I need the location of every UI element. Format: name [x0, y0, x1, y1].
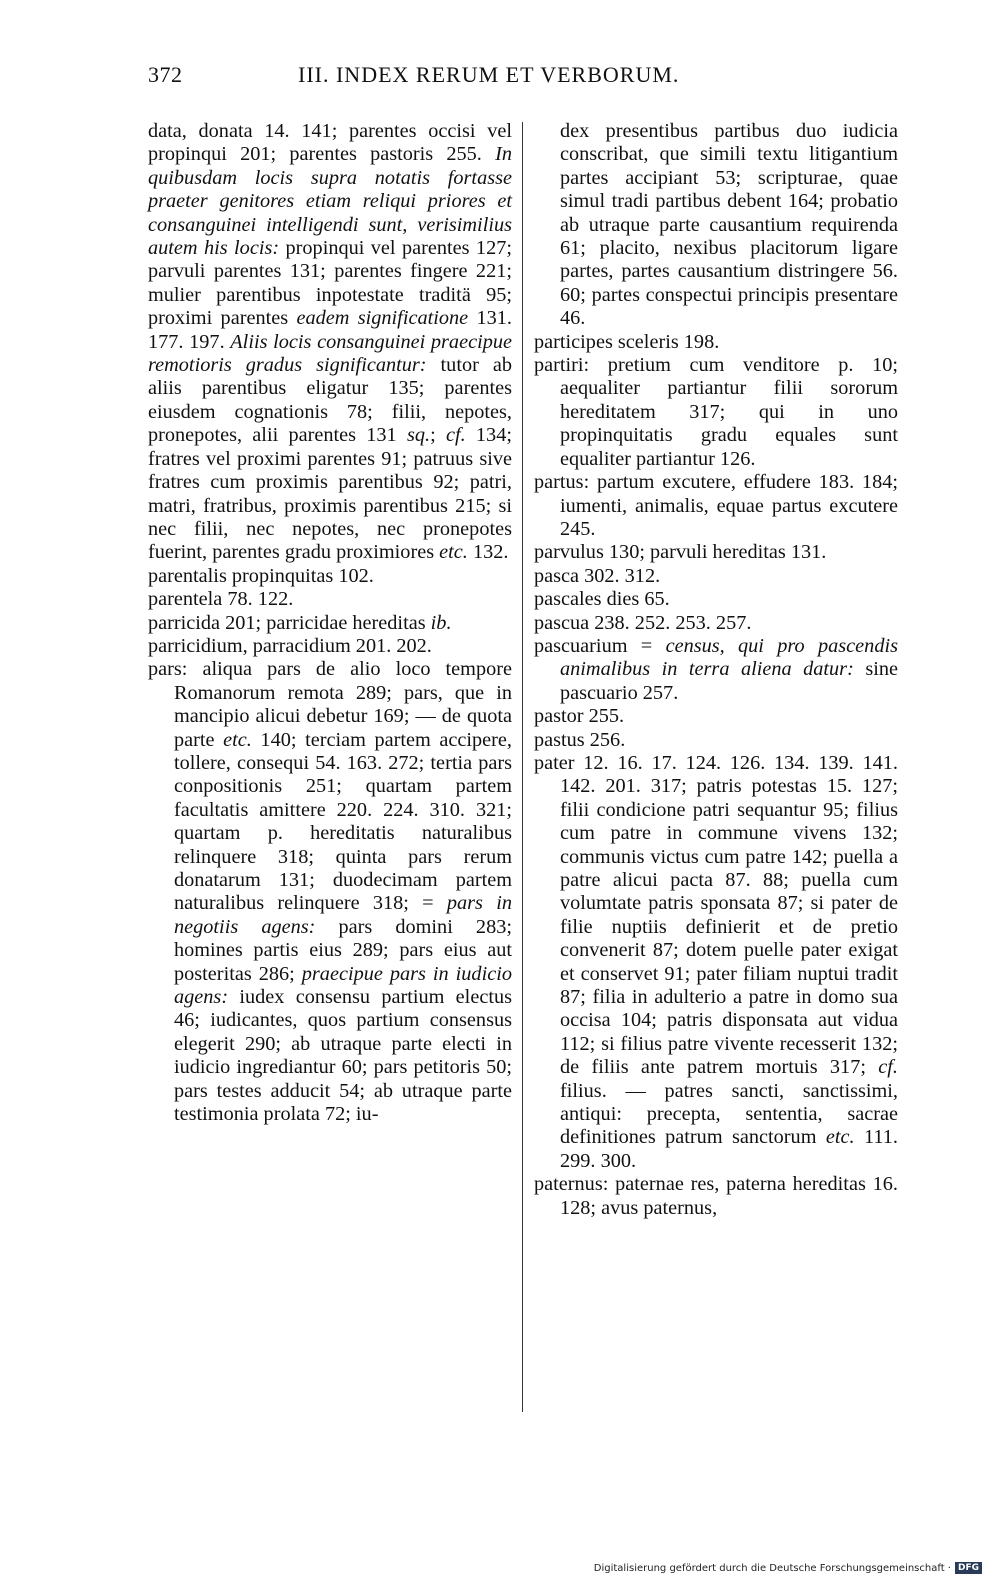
- right-column: [534, 120, 898, 1220]
- index-entry: pastus 256.: [534, 728, 626, 751]
- dfg-logo: DFG: [955, 1562, 982, 1574]
- page-header: [148, 62, 896, 90]
- index-entry: partus: partum excutere, effudere 183. 184; iumenti, animalis, equae partus excutere 245.: [534, 471, 898, 540]
- index-entry: pascales dies 65.: [534, 588, 670, 611]
- index-entry: parentela 78. 122.: [148, 588, 294, 611]
- footer: [594, 1562, 982, 1574]
- index-entry: partiri: pretium cum venditore p. 10; aequaliter partiantur filii sororum hereditatem 317; qui in uno propinquitatis gradu equales sunt equaliter partiantur 126.: [534, 354, 898, 470]
- index-entry: pater 12. 16. 17. 124. 126. 134. 139. 141. 142. 201. 317; patris potestas 15. 127; filii condicione patri sequantur 95; filius cum patre in commune vivens 132; communis victus cum patre 142; puella a patre alicui pacta 87. 88; puella cum volumtate patris sponsata 87; si pater de filie nuptiis definierit et de pretio convenerit 87; dotem puelle pater exigat et conservet 91; pater filiam nuptui tradit 87; filia in adulterio a patre in domo sua occisa 104; patris disponsata aut vidua 112; si filius patre vivente recesserit 132; de filiis ante patrem mortuis 317; cf. filius. — patres sancti, sanctissimi, antiqui: precepta, sententia, sacrae definitiones patrum sanctorum etc. 111. 299. 300.: [534, 751, 898, 1172]
- page-number: 372: [148, 62, 183, 87]
- index-entry: parentalis propinquitas 102.: [148, 564, 374, 587]
- index-entry: data, donata 14. 141; parentes occisi vel propinqui 201; parentes pastoris 255. In quibusdam locis supra notatis fortasse praeter genitores etiam reliqui priores et consanguinei intelligendi sunt, verisimilius autem his locis: propinqui vel parentes 127; parvuli parentes 131; parentes fingere 221; mulier parentibus inpotestate traditä 95; proximi parentes eadem significatione 131. 177. 197. Aliis locis consanguinei praecipue remotioris gradus significantur: tutor ab aliis parentibus eligatur 135; parentes eiusdem cognationis 78; filii, nepotes, pronepotes, alii parentes 131 sq.; cf. 134; fratres vel proximi parentes 91; patruus sive fratres cum proximis parentibus 92; patri, matri, fratribus, proximis parentibus 215; si nec filii, nec nepotes, nec pronepotes fuerint, parentes gradu proximiores etc. 132.: [148, 120, 513, 564]
- index-entry: pascuarium = census, qui pro pascendis animalibus in terra aliena datur: sine pascuario 257.: [534, 634, 898, 704]
- left-column: [148, 120, 512, 1126]
- index-entry: parricida 201; parricidae hereditas ib.: [148, 611, 452, 634]
- column-divider: [522, 122, 523, 1412]
- footer-credit: Digitalisierung gefördert durch die Deutsche Forschungsgemeinschaft ·: [593, 1562, 951, 1574]
- index-entry: pasca 302. 312.: [534, 564, 661, 587]
- index-entry: participes sceleris 198.: [534, 330, 720, 353]
- index-entry: parvulus 130; parvuli hereditas 131.: [534, 541, 827, 564]
- index-entry: pastor 255.: [534, 705, 625, 728]
- index-entry: parricidium, parracidium 201. 202.: [148, 634, 432, 657]
- index-entry: pascua 238. 252. 253. 257.: [534, 611, 752, 634]
- index-entry: dex presentibus partibus duo iudicia conscribat, que simili textu litigantium partes accipiant 53; scripturae, quae simul tradi partibus debent 164; probatio ab utraque parte causantium requirenda 61; placito, nexibus placitorum ligare partes, partes causantium distringere 56. 60; partes conspectui principis presentare 46.: [560, 120, 898, 330]
- index-entry: paternus: paternae res, paterna hereditas 16. 128; avus paternus,: [534, 1173, 898, 1219]
- running-head: III. INDEX RERUM ET VERBORUM.: [298, 62, 680, 87]
- index-entry: pars: aliqua pars de alio loco tempore Romanorum remota 289; pars, que in mancipio alicui debetur 169; — de quota parte etc. 140; terciam partem accipere, tollere, consequi 54. 163. 272; tertia pars conpositionis 251; quartam partem facultatis amittere 220. 224. 310. 321; quartam p. hereditatis naturalibus relinquere 318; quinta pars rerum donatarum 131; duodecimam partem naturalibus relinquere 318; = pars in negotiis agens: pars domini 283; homines partis eius 289; pars eius aut posteritas 286; praecipue pars in iudicio agens: iudex consensu partium electus 46; iudicantes, quos partium consensus elegerit 290; ab utraque parte electi in iudicio ingrediantur 60; pars petitoris 50; pars testes adducit 54; ab utraque parte testimonia prolata 72; iu-: [148, 658, 512, 1126]
